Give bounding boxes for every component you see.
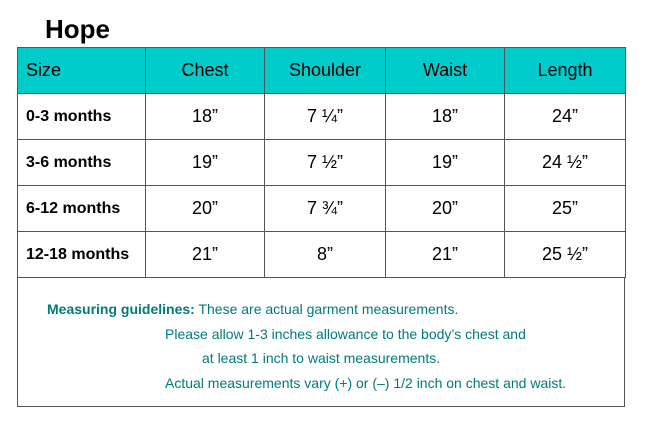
shoulder-cell: 7 ¾” bbox=[265, 186, 386, 232]
table-row bbox=[18, 94, 626, 140]
length-cell: 24 ½” bbox=[505, 140, 626, 186]
shoulder-cell: 7 ¼” bbox=[265, 94, 386, 140]
header-size: Size bbox=[18, 48, 146, 94]
guideline-line-4: Actual measurements vary (+) or (–) 1/2 inch on chest and waist. bbox=[165, 375, 567, 391]
header-shoulder: Shoulder bbox=[265, 48, 386, 94]
guideline-text-1: These are actual garment measurements. bbox=[194, 301, 459, 317]
table-row bbox=[18, 140, 626, 186]
guideline-line-1 bbox=[47, 300, 458, 318]
length-cell: 25 ½” bbox=[505, 232, 626, 278]
size-cell: 3-6 months bbox=[18, 140, 146, 186]
shoulder-cell: 8” bbox=[265, 232, 386, 278]
waist-cell: 18” bbox=[386, 94, 505, 140]
table-row bbox=[18, 232, 626, 278]
shoulder-cell: 7 ½” bbox=[265, 140, 386, 186]
header-length: Length bbox=[505, 48, 626, 94]
size-cell: 6-12 months bbox=[18, 186, 146, 232]
length-cell: 25” bbox=[505, 186, 626, 232]
guideline-line-2: Please allow 1-3 inches allowance to the body’s chest and bbox=[165, 326, 526, 342]
chest-cell: 18” bbox=[146, 94, 265, 140]
table-header-row bbox=[18, 48, 626, 94]
chest-cell: 19” bbox=[146, 140, 265, 186]
chest-cell: 21” bbox=[146, 232, 265, 278]
waist-cell: 19” bbox=[386, 140, 505, 186]
waist-cell: 21” bbox=[386, 232, 505, 278]
table-row bbox=[18, 186, 626, 232]
header-waist: Waist bbox=[386, 48, 505, 94]
header-chest: Chest bbox=[146, 48, 265, 94]
measuring-guidelines bbox=[17, 277, 625, 407]
size-cell: 12-18 months bbox=[18, 232, 146, 278]
page-title: Hope bbox=[45, 14, 110, 44]
length-cell: 24” bbox=[505, 94, 626, 140]
size-chart-table bbox=[17, 47, 626, 278]
guideline-label: Measuring guidelines: bbox=[47, 301, 195, 317]
waist-cell: 20” bbox=[386, 186, 505, 232]
guideline-line-3: at least 1 inch to waist measurements. bbox=[202, 350, 441, 366]
size-cell: 0-3 months bbox=[18, 94, 146, 140]
chest-cell: 20” bbox=[146, 186, 265, 232]
